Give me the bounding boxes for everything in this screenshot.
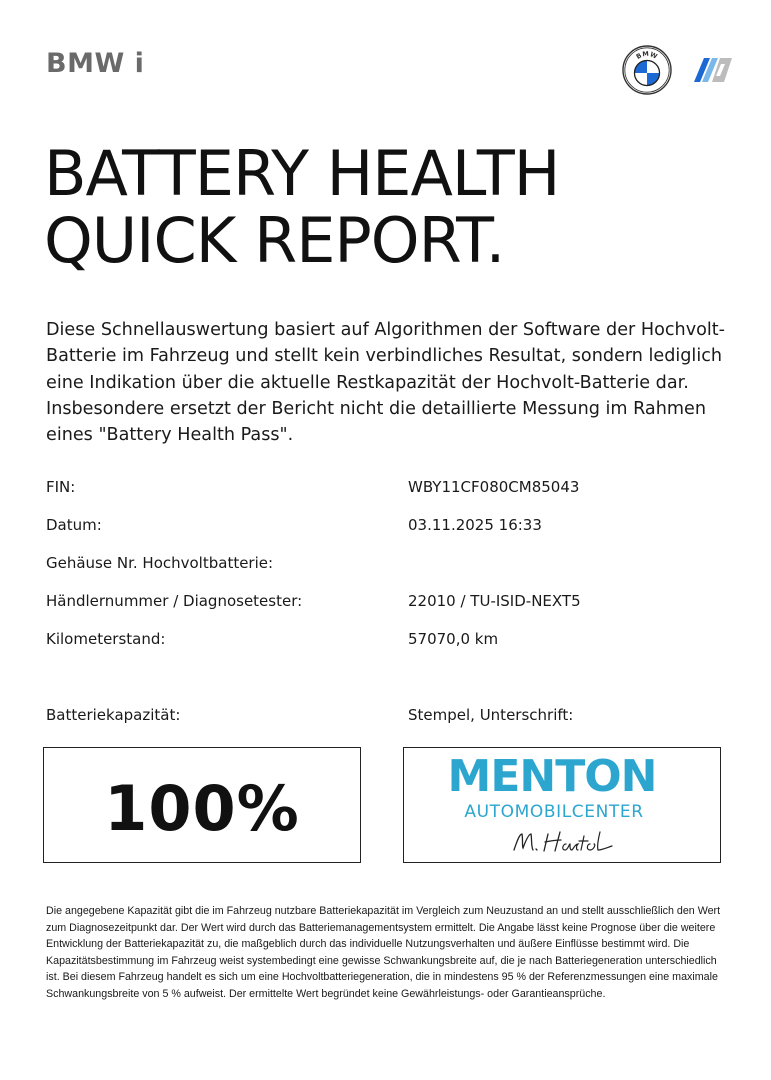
capacity-box xyxy=(43,747,361,863)
field-row-kilometerstand xyxy=(46,630,736,668)
field-value: 57070,0 km xyxy=(408,630,499,648)
dealer-stamp-subtitle: AUTOMOBILCENTER xyxy=(464,802,644,822)
field-label: Händlernummer / Diagnosetester: xyxy=(46,592,303,610)
stamp-label: Stempel, Unterschrift: xyxy=(408,706,574,724)
capacity-value: 100% xyxy=(104,772,300,845)
bmw-roundel-icon xyxy=(622,45,672,95)
field-label: Gehäuse Nr. Hochvoltbatterie: xyxy=(46,554,274,572)
report-title-line-2: QUICK REPORT. xyxy=(44,204,505,277)
bmw-roundel-text: BMW xyxy=(634,49,659,61)
bmw-i-logo-icon xyxy=(686,56,732,84)
signature-image xyxy=(508,826,618,856)
disclaimer-text: Die angegebene Kapazität gibt die im Fahrzeug nutzbare Batteriekapazität im Vergleich zum Neuzustand an und stellt ausschließlich den Wert zum Diagnosezeitpunkt dar. Der Wert wird durch das Batteriemanagementsystem ermittelt. Die Angabe lässt keine Prognose über die weitere Entwicklung der Batteriekapazität zu, die maßgeblich durch das individuelle Nutzungsverhalten und äußere Einflüsse bestimmt wird. Die Kapazitätsbestimmung im Fahrzeug weist systembedingt eine gewisse Schwankungsbreite auf, die je nach Batteriegeneration unterschiedlich ist. Bei diesem Fahrzeug handelt es sich um eine Hochvoltbatteriegeneration, die in mindestens 95 % der Referenzmessungen eine maximale Schwankungsbreite von 5 % aufweist. Der ermittelte Wert begründet keine Gewährleistungs- oder Garantieansprüche. xyxy=(46,905,721,1000)
field-row-haendler xyxy=(46,592,736,630)
brand-title: BMW i xyxy=(46,48,145,79)
field-row-gehaeuse xyxy=(46,554,736,592)
field-label: Kilometerstand: xyxy=(46,630,166,648)
field-label: FIN: xyxy=(46,478,76,496)
field-value: 03.11.2025 16:33 xyxy=(408,516,542,534)
report-title-line-1: BATTERY HEALTH xyxy=(44,137,560,210)
field-row-datum xyxy=(46,516,736,554)
report-title xyxy=(44,137,560,277)
field-value: 22010 / TU-ISID-NEXT5 xyxy=(408,592,581,610)
field-value: WBY11CF080CM85043 xyxy=(408,478,580,496)
dealer-stamp-name: MENTON xyxy=(447,751,657,802)
field-label: Datum: xyxy=(46,516,102,534)
dealer-stamp xyxy=(403,747,721,863)
field-row-fin xyxy=(46,478,736,516)
intro-paragraph: Diese Schnellauswertung basiert auf Algorithmen der Software der Hochvolt-Batterie im Fahrzeug und stellt kein verbindliches Resultat, sondern lediglich eine Indikation über die aktuelle Restkapazität der Hochvolt-Batterie dar. Insbesondere ersetzt der Bericht nicht die detaillierte Messung im Rahmen eines "Battery Health Pass". xyxy=(46,320,726,446)
capacity-label: Batteriekapazität: xyxy=(46,706,181,724)
report-fields xyxy=(46,478,736,668)
